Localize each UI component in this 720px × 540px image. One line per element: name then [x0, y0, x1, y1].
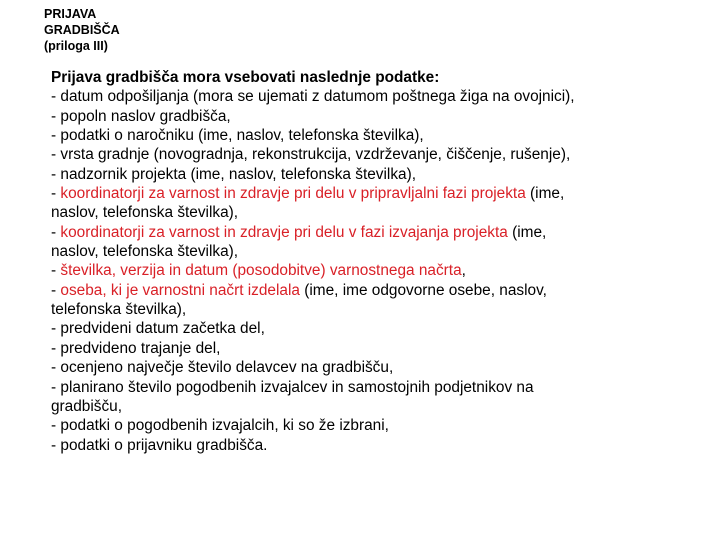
- requirement-line: [51, 242, 681, 261]
- highlighted-text-segment: koordinatorji za varnost in zdravje pri delu v pripravljalni fazi projekta: [60, 185, 526, 203]
- requirement-line: [51, 378, 681, 397]
- requirement-line: [51, 339, 681, 358]
- text-segment: - popoln naslov gradbišča,: [51, 107, 231, 125]
- text-segment: (ime,: [507, 223, 547, 241]
- text-segment: (ime, ime odgovorne osebe, naslov,: [299, 281, 547, 299]
- text-segment: - podatki o prijavniku gradbišča.: [51, 436, 268, 454]
- requirement-line: [51, 281, 681, 300]
- text-segment: naslov, telefonska številka),: [51, 204, 239, 222]
- requirement-line: [51, 165, 681, 184]
- text-segment: -: [51, 262, 61, 280]
- requirement-line: [51, 436, 681, 455]
- header-title: PRIJAVA: [44, 7, 97, 21]
- requirement-line: [51, 184, 681, 203]
- requirements-list: [51, 87, 681, 455]
- text-segment: - ocenjeno največje število delavcev na gradbišču,: [51, 359, 394, 377]
- document-header: [44, 6, 120, 54]
- text-segment: (ime,: [525, 185, 565, 203]
- requirement-line: [51, 223, 681, 242]
- requirement-line: [51, 358, 681, 377]
- text-segment: ,: [461, 262, 466, 280]
- intro-heading: Prijava gradbišča mora vsebovati naslednje podatke:: [51, 69, 440, 86]
- requirement-line: [51, 107, 681, 126]
- highlighted-text-segment: oseba, ki je varnostni načrt izdelala: [60, 281, 300, 299]
- requirement-line: [51, 126, 681, 145]
- text-segment: - predvideni datum začetka del,: [51, 320, 265, 338]
- text-segment: -: [51, 223, 61, 241]
- requirement-line: [51, 300, 681, 319]
- highlighted-text-segment: številka, verzija in datum (posodobitve) varnostnega načrta: [60, 262, 462, 280]
- text-segment: gradbišču,: [51, 397, 123, 415]
- requirements-text-block: [51, 68, 681, 455]
- text-segment: -: [51, 185, 61, 203]
- text-segment: - nadzornik projekta (ime, naslov, telefonska številka),: [51, 165, 416, 183]
- text-segment: - datum odpošiljanja (mora se ujemati z datumom poštnega žiga na ovojnici),: [51, 88, 575, 106]
- text-segment: telefonska številka),: [51, 301, 187, 319]
- header-annex-label: (priloga III): [44, 39, 108, 53]
- text-segment: - predvideno trajanje del,: [51, 339, 221, 357]
- highlighted-text-segment: koordinatorji za varnost in zdravje pri delu v fazi izvajanja projekta: [60, 223, 508, 241]
- text-segment: - planirano število pogodbenih izvajalcev in samostojnih podjetnikov na: [51, 378, 534, 396]
- requirement-line: [51, 416, 681, 435]
- requirement-line: [51, 145, 681, 164]
- text-segment: -: [51, 281, 61, 299]
- text-segment: - podatki o pogodbenih izvajalcih, ki so že izbrani,: [51, 417, 389, 435]
- requirement-line: [51, 319, 681, 338]
- requirement-line: [51, 397, 681, 416]
- header-subtitle: GRADBIŠČA: [44, 23, 120, 37]
- requirement-line: [51, 87, 681, 106]
- text-segment: - podatki o naročniku (ime, naslov, telefonska številka),: [51, 127, 424, 145]
- requirement-line: [51, 203, 681, 222]
- text-segment: naslov, telefonska številka),: [51, 243, 239, 261]
- text-segment: - vrsta gradnje (novogradnja, rekonstrukcija, vzdrževanje, čiščenje, rušenje),: [51, 146, 571, 164]
- requirement-line: [51, 261, 681, 280]
